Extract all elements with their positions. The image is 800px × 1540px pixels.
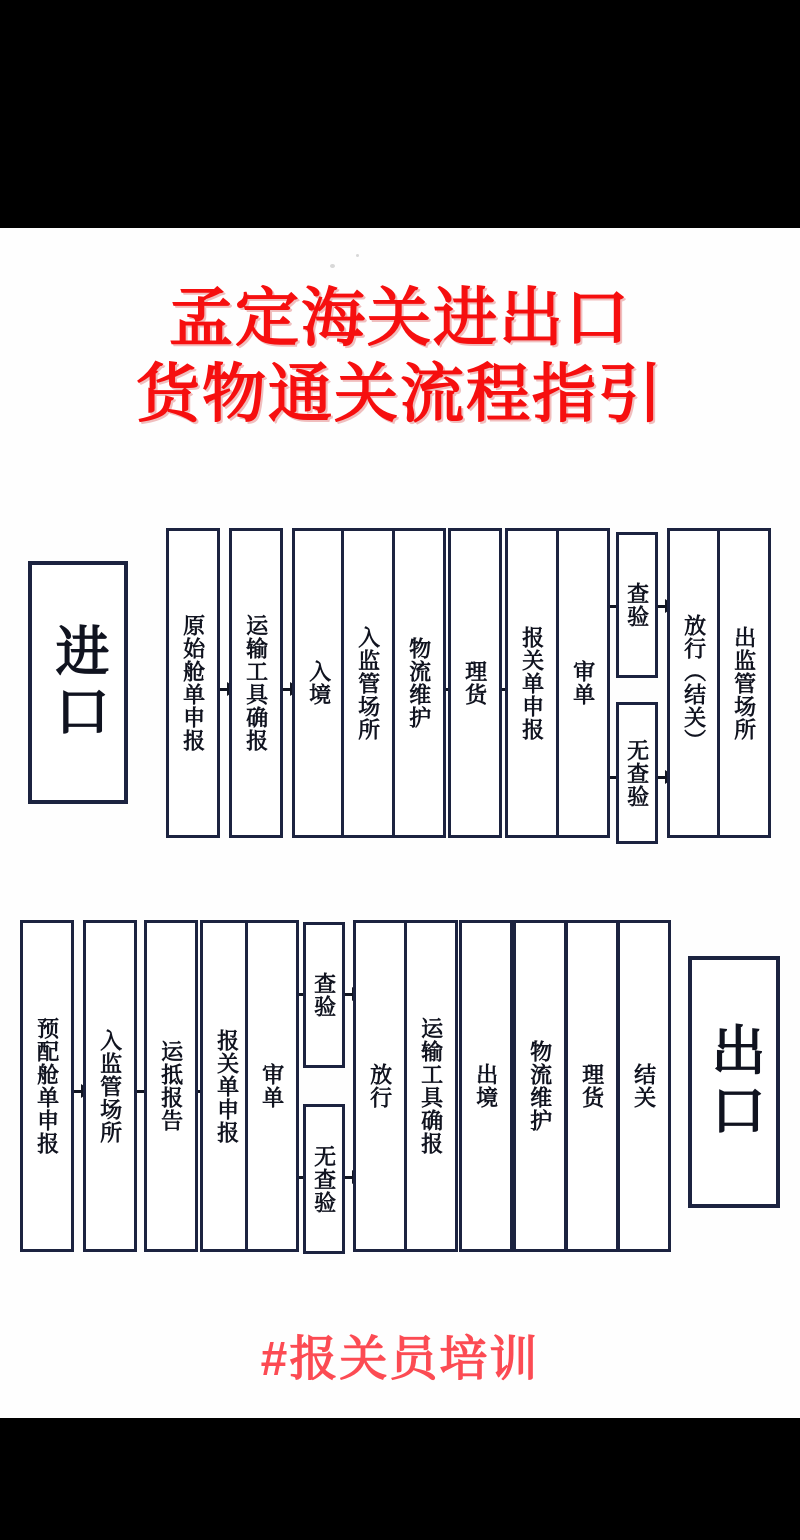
export-tail-step-6-label: 结关 bbox=[631, 1063, 657, 1109]
import-step-1 bbox=[166, 528, 220, 838]
import-label-text: 进口 bbox=[48, 622, 108, 743]
export-tail-step-5-label: 理货 bbox=[579, 1063, 605, 1109]
import-tail-step-2 bbox=[717, 528, 771, 838]
export-tail-step-4-label: 物流维护 bbox=[527, 1040, 553, 1132]
import-step-5 bbox=[392, 528, 446, 838]
import-step-1-label: 原始舱单申报 bbox=[180, 614, 206, 752]
export-branch-inspect bbox=[303, 922, 345, 1068]
paper-speck bbox=[330, 264, 335, 268]
import-branch-no-inspect-label: 无查验 bbox=[624, 738, 650, 808]
export-tail-step-2-label: 运输工具确报 bbox=[418, 1017, 444, 1155]
export-step-5 bbox=[245, 920, 299, 1252]
import-label-box bbox=[28, 561, 128, 804]
title-line-2: 货物通关流程指引 bbox=[136, 358, 664, 430]
export-branch-no-inspect-label: 无查验 bbox=[311, 1144, 337, 1214]
import-step-8-label: 审单 bbox=[570, 660, 596, 706]
export-branch-no-inspect bbox=[303, 1104, 345, 1254]
export-step-3 bbox=[144, 920, 198, 1252]
import-step-3 bbox=[292, 528, 346, 838]
import-step-6-label: 理货 bbox=[462, 660, 488, 706]
export-branch-inspect-label: 查验 bbox=[311, 972, 337, 1018]
export-label-box bbox=[688, 956, 780, 1208]
import-step-7 bbox=[505, 528, 559, 838]
import-branch-no-inspect bbox=[616, 702, 658, 844]
poster-canvas bbox=[0, 228, 800, 1418]
import-step-5-label: 物流维护 bbox=[406, 637, 432, 729]
export-tail-step-1 bbox=[353, 920, 407, 1252]
export-tail-step-4 bbox=[513, 920, 567, 1252]
hashtag-text: #报关员培训 bbox=[260, 1333, 540, 1386]
import-tail-step-1 bbox=[667, 528, 721, 838]
export-step-2-label: 入监管场所 bbox=[97, 1028, 123, 1144]
export-step-1 bbox=[20, 920, 74, 1252]
export-tail-step-3-label: 出境 bbox=[473, 1063, 499, 1109]
export-tail-step-1-label: 放行 bbox=[367, 1063, 393, 1109]
export-step-2 bbox=[83, 920, 137, 1252]
export-label-text: 出口 bbox=[704, 1022, 764, 1142]
import-step-4-label: 入监管场所 bbox=[355, 625, 381, 741]
export-tail-step-5 bbox=[565, 920, 619, 1252]
import-branch-inspect bbox=[616, 532, 658, 678]
import-tail-step-2-label: 出监管场所 bbox=[731, 625, 757, 741]
import-step-3-label: 入境 bbox=[306, 660, 332, 706]
import-step-2 bbox=[229, 528, 283, 838]
poster-title bbox=[0, 280, 800, 432]
export-step-5-label: 审单 bbox=[259, 1063, 285, 1109]
export-tail-step-2 bbox=[404, 920, 458, 1252]
import-step-4 bbox=[341, 528, 395, 838]
import-step-8 bbox=[556, 528, 610, 838]
export-step-3-label: 运抵报告 bbox=[158, 1040, 184, 1132]
import-step-7-label: 报关单申报 bbox=[519, 625, 545, 741]
import-branch-inspect-label: 查验 bbox=[624, 582, 650, 628]
export-step-4-label: 报关单申报 bbox=[214, 1028, 240, 1144]
title-line-1: 孟定海关进出口 bbox=[169, 282, 631, 354]
import-tail-step-1-label: 放行（结关） bbox=[681, 614, 707, 752]
export-tail-step-3 bbox=[459, 920, 513, 1252]
import-step-2-label: 运输工具确报 bbox=[243, 614, 269, 752]
import-step-6 bbox=[448, 528, 502, 838]
paper-speck bbox=[356, 254, 359, 257]
export-step-1-label: 预配舱单申报 bbox=[34, 1017, 60, 1155]
export-tail-step-6 bbox=[617, 920, 671, 1252]
